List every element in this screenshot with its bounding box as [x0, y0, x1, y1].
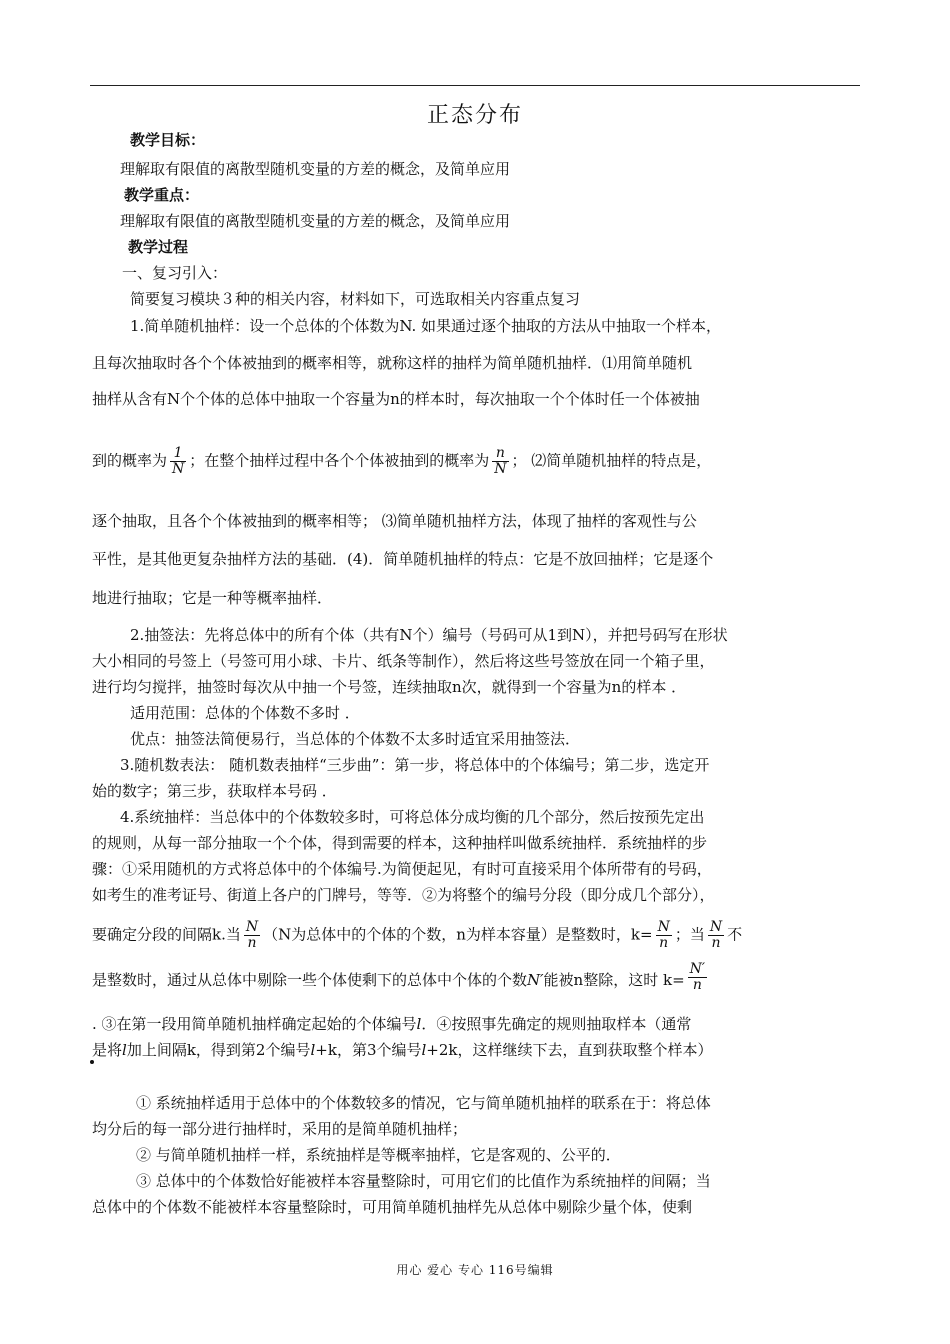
review-intro: 简要复习模块３种的相关内容，材料如下，可选取相关内容重点复习 — [130, 290, 581, 308]
p4-line8-d: +2k，这样继续下去，直到获取整个样本） — [426, 1041, 713, 1059]
p4-line8-c: +k，第3个编号 — [315, 1041, 422, 1059]
p3-line1: 3.随机数表法： 随机数表抽样“三步曲”：第一步，将总体中的个体编号；第二步，选定开 — [120, 756, 710, 774]
p4-line8-a: 是将 — [92, 1041, 123, 1059]
frac-num: 1 — [173, 445, 183, 461]
p1-line5: 逐个抽取，且各个个体被抽到的概率相等； ⑶简单随机抽样方法，体现了抽样的客观性与公 — [92, 512, 697, 530]
note-1a: ① 系统抽样适用于总体中的个体数较多的情况，它与简单随机抽样的联系在于：将总体 — [136, 1094, 711, 1112]
l-symbol: l — [416, 1015, 422, 1033]
p4-line5-a: 要确定分段的间隔k.当 — [92, 925, 241, 944]
p2-line5: 优点：抽签法简便易行，当总体的个体数不太多时适宜采用抽签法． — [130, 730, 581, 748]
heading-process: 教学过程 — [128, 238, 189, 256]
p1-line7: 地进行抽取；它是一种等概率抽样． — [92, 589, 333, 607]
fraction-N-over-n — [656, 920, 672, 951]
p4-line7-b: ．④按照事先确定的规则抽取样本（通常 — [421, 1015, 692, 1033]
p2-line2: 大小相同的号签上（号签可用小球、卡片、纸条等制作），然后将这些号签放在同一个箱子里， — [92, 652, 715, 670]
frac-den: N — [172, 461, 185, 477]
p1-line4 — [92, 446, 711, 477]
fraction-N-over-n — [244, 920, 260, 951]
p1-line4-c: ； ⑵简单随机抽样的特点是， — [511, 451, 712, 470]
frac-num: N — [245, 919, 259, 935]
note-1b: 均分后的每一部分进行抽样时，采用的是简单随机抽样； — [92, 1120, 468, 1138]
header-rule — [90, 85, 860, 86]
p4-line4: 如考生的准考证号、街道上各户的门牌号，等等．②为将整个的编号分段（即分成几个部分）， — [92, 886, 715, 904]
p4-line6-a: 是整数时，通过从总体中剔除一些个体使剩下的总体中个体的个数 — [92, 971, 528, 989]
heading-key: 教学重点： — [124, 186, 200, 204]
bullet-dot — [90, 1060, 94, 1064]
p3-line2: 始的数字；第三步，获取样本号码 ． — [92, 782, 337, 800]
p1-line3: 抽样从含有N个个体的总体中抽取一个容量为n的样本时，每次抽取一个个体时任一个体被抽 — [92, 390, 700, 408]
frac-num: N′ — [689, 961, 706, 977]
fraction-Nprime-over-n — [688, 962, 707, 993]
n-prime-symbol: N′ — [527, 971, 544, 989]
p4-line5 — [92, 920, 742, 951]
frac-den: N — [494, 461, 507, 477]
note-2: ② 与简单随机抽样一样，系统抽样是等概率抽样，它是客观的、公平的． — [136, 1146, 621, 1164]
p1-line6: 平性，是其他更复杂抽样方法的基础．(4)．简单随机抽样的特点：它是不放回抽样；它是逐个 — [92, 550, 714, 568]
frac-den: n — [688, 977, 707, 993]
p4-line1: 4.系统抽样：当总体中的个体数较多时，可将总体分成均衡的几个部分，然后按预先定出 — [120, 808, 705, 826]
frac-num: N — [657, 919, 670, 935]
key-text: 理解取有限值的离散型随机变量的方差的概念，及简单应用 — [120, 212, 511, 230]
p4-line5-b: （N为总体中的个体的个数，n为样本容量）是整数时，k= — [263, 925, 653, 944]
frac-den: n — [244, 935, 260, 951]
p1-line4-a: 到的概率为 — [92, 451, 168, 470]
p4-line6-b: 能被n整除，这时 k= — [543, 971, 685, 989]
note-3a: ③ 总体中的个体数恰好能被样本容量整除时，可用它们的比值作为系统抽样的间隔；当 — [136, 1172, 711, 1190]
l-symbol: l — [310, 1041, 316, 1059]
p4-line7-a: . ③在第一段用简单随机抽样确定起始的个体编号 — [92, 1015, 417, 1033]
p4-line3: 骤：①采用随机的方式将总体中的个体编号.为简便起见，有时可直接采用个体所带有的号码， — [92, 860, 712, 878]
frac-den: n — [708, 935, 724, 951]
p4-line7 — [92, 1014, 691, 1034]
p4-line2: 的规则，从每一部分抽取一个个体，得到需要的样本，这种抽样叫做系统抽样．系统抽样的步 — [92, 834, 708, 852]
p4-line5-d: 不 — [727, 925, 743, 944]
note-3b: 总体中的个体数不能被样本容量整除时，可用简单随机抽样先从总体中剔除少量个体，使剩 — [92, 1198, 693, 1216]
p4-line6 — [92, 961, 710, 993]
p4-line8 — [92, 1040, 713, 1060]
heading-goal: 教学目标： — [130, 131, 206, 149]
p4-line8-b: 加上间隔k，得到第2个编号 — [126, 1041, 311, 1059]
page-footer: 用心 爱心 专心 116号编辑 — [396, 1263, 554, 1277]
p2-line4: 适用范围：总体的个体数不多时 ． — [130, 704, 360, 722]
p1-line4-b: ；在整个抽样过程中各个个体被抽到的概率为 — [189, 451, 490, 470]
frac-num: N — [709, 919, 723, 935]
p2-line3: 进行均匀搅拌，抽签时每次从中抽一个号签，连续抽取n次，就得到一个容量为n的样本 ． — [92, 678, 687, 696]
l-symbol: l — [122, 1041, 127, 1059]
page-title: 正态分布 — [426, 103, 523, 128]
fraction-n-over-N — [492, 446, 508, 477]
p4-line5-c: ；当 — [674, 925, 705, 944]
fraction-1-over-N — [170, 446, 186, 477]
l-symbol: l — [421, 1041, 427, 1059]
frac-num: n — [495, 445, 505, 461]
review-heading: 一、复习引入： — [122, 264, 228, 282]
p2-line1: 2.抽签法：先将总体中的所有个体（共有N个）编号（号码可从1到N），并把号码写在形状 — [130, 626, 728, 644]
fraction-N-over-n — [708, 920, 724, 951]
p1-line1: 1.简单随机抽样：设一个总体的个体数为N. 如果通过逐个抽取的方法从中抽取一个样本， — [130, 317, 722, 335]
frac-den: n — [656, 935, 672, 951]
p1-line2: 且每次抽取时各个个体被抽到的概率相等，就称这样的抽样为简单随机抽样．⑴用简单随机 — [92, 354, 693, 372]
goal-text: 理解取有限值的离散型随机变量的方差的概念，及简单应用 — [120, 160, 511, 178]
